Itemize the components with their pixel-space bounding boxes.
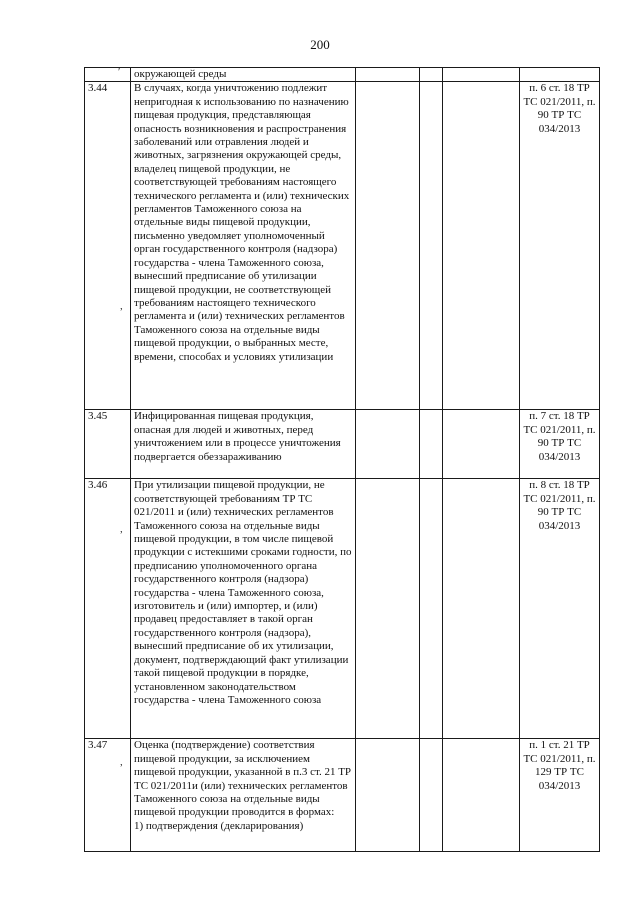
empty-cell bbox=[420, 479, 443, 739]
requirement-text: Оценка (подтверждение) соответствия пищевой продукции, за исключением пищевой продукции, указанной в п.3 ст. 21 ТР ТС 021/2011и (или) технических регламентов Таможенного союза на отдельные виды пищевой продукции проводится в формах: 1) подтверждения (декларирования) bbox=[131, 739, 356, 852]
empty-cell bbox=[443, 68, 520, 82]
empty-cell bbox=[356, 479, 420, 739]
requirement-text: В случаях, когда уничтожению подлежит непригодная к использованию по назначению пищевая продукция, представляющая опасность возникновения и распространения заболеваний или отравления людей и животных, загрязнения окружающей среды, владелец пищевой продукции, не соответствующей требованиям настоящего технического регламента и (или) технических регламентов Таможенного союза на отдельные виды пищевой продукции, письменно уведомляет уполномоченный орган государственного контроля (надзора) государства - члена Таможенного союза, вынесший предписание об утилизации пищевой продукции, не соответствующей требованиям настоящего технического регламента и (или) технических регламентов Таможенного союза на отдельные виды пищевой продукции, о выбранных месте, времени, способах и условиях утилизации bbox=[131, 82, 356, 410]
empty-cell bbox=[443, 82, 520, 410]
empty-cell bbox=[420, 739, 443, 852]
page-number: 200 bbox=[310, 37, 330, 52]
requirement-text: При утилизации пищевой продукции, не соответствующей требованиям ТР ТС 021/2011 и (или) технических регламентов Таможенного союза на отдельные виды пищевой продукции, в том числе пищевой продукции с истекшими сроками годности, по предписанию уполномоченного органа государственного контроля (надзора) государства - члена Таможенного союза, изготовитель и (или) импортер, и (или) продавец предоставляет в такой орган государственного контроля (надзора), вынесший предписание об их утилизации, документ, подтверждающий факт утилизации такой пищевой продукции в порядке, установленном законодательством государства - члена Таможенного союза bbox=[131, 479, 356, 739]
table-row bbox=[85, 479, 600, 739]
regulation-reference: п. 8 ст. 18 ТР ТС 021/2011, п. 90 ТР ТС 034/2013 bbox=[520, 479, 600, 739]
regulation-reference bbox=[520, 68, 600, 82]
empty-cell bbox=[443, 479, 520, 739]
requirements-table bbox=[84, 67, 600, 852]
scan-mark: , bbox=[120, 756, 123, 768]
table-row bbox=[85, 68, 600, 82]
regulation-reference: п. 1 ст. 21 ТР ТС 021/2011, п. 129 ТР ТС 034/2013 bbox=[520, 739, 600, 852]
scan-mark: , bbox=[120, 523, 123, 535]
item-number: 3.44 bbox=[85, 82, 131, 410]
regulation-reference: п. 7 ст. 18 ТР ТС 021/2011, п. 90 ТР ТС 034/2013 bbox=[520, 410, 600, 479]
scan-mark: ′ bbox=[118, 66, 121, 78]
item-number: 3.47 bbox=[85, 739, 131, 852]
empty-cell bbox=[420, 410, 443, 479]
empty-cell bbox=[420, 82, 443, 410]
empty-cell bbox=[443, 739, 520, 852]
item-number: 3.46 bbox=[85, 479, 131, 739]
empty-cell bbox=[356, 739, 420, 852]
requirement-text: Инфицированная пищевая продукция, опасная для людей и животных, перед уничтожением или в процессе уничтожения подвергается обеззараживанию bbox=[131, 410, 356, 479]
empty-cell bbox=[356, 68, 420, 82]
scan-mark: , bbox=[120, 300, 123, 312]
item-number bbox=[85, 68, 131, 82]
requirement-text: окружающей среды bbox=[131, 68, 356, 82]
table-row bbox=[85, 410, 600, 479]
item-number: 3.45 bbox=[85, 410, 131, 479]
empty-cell bbox=[420, 68, 443, 82]
empty-cell bbox=[356, 82, 420, 410]
table-row bbox=[85, 739, 600, 852]
regulation-reference: п. 6 ст. 18 ТР ТС 021/2011, п. 90 ТР ТС 034/2013 bbox=[520, 82, 600, 410]
empty-cell bbox=[356, 410, 420, 479]
table-row bbox=[85, 82, 600, 410]
empty-cell bbox=[443, 410, 520, 479]
